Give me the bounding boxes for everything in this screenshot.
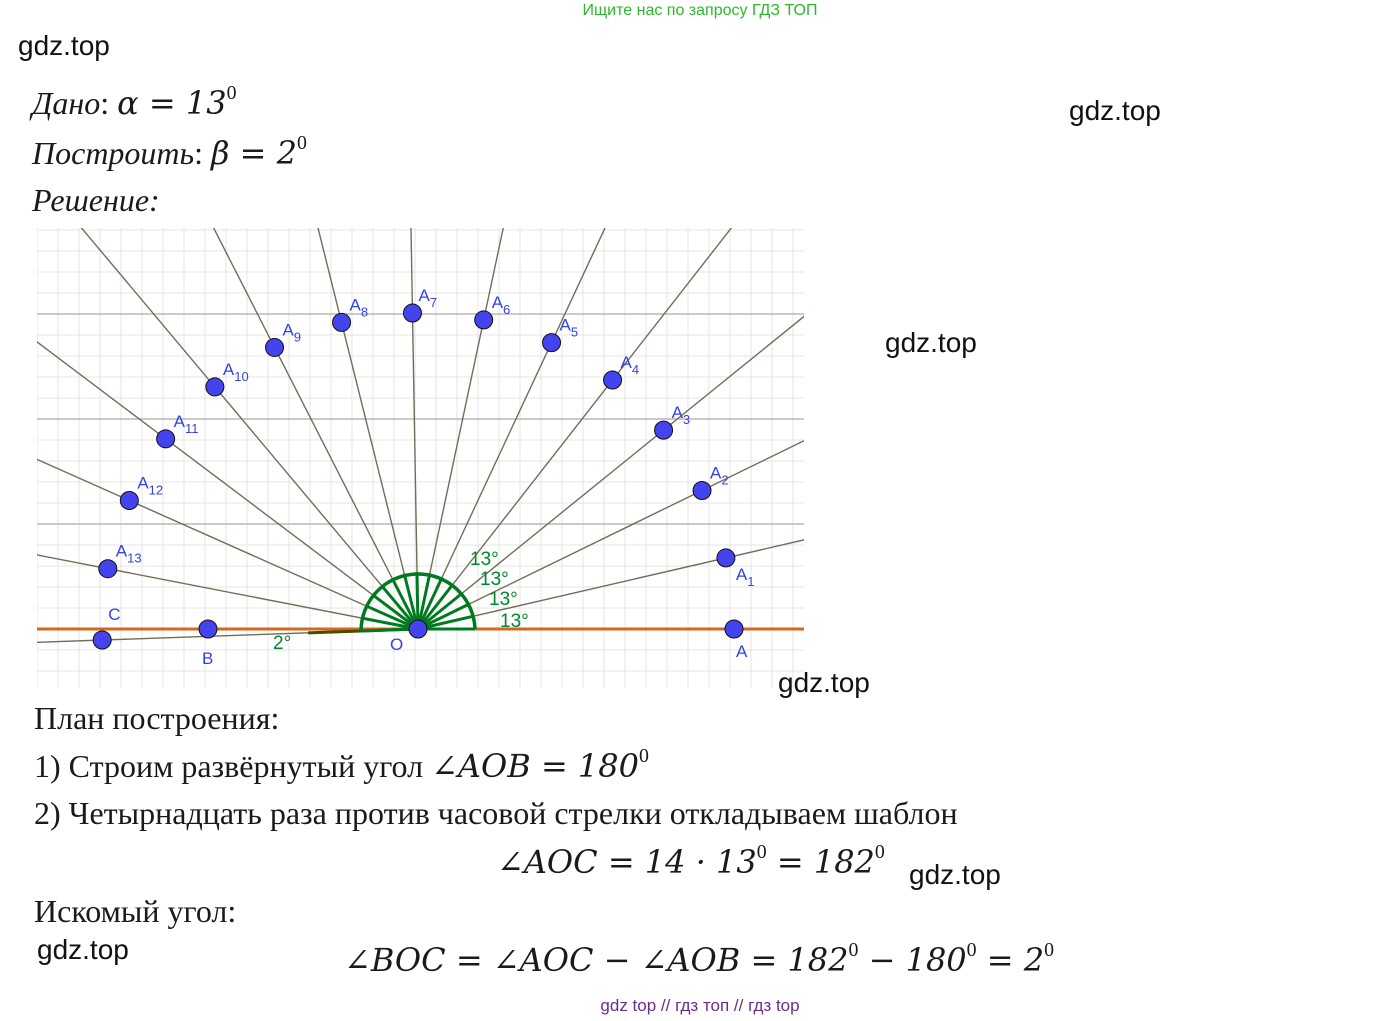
answer-label: Искомый угол: [34,893,237,929]
point-label: $A_4$ [620,352,640,377]
point-label: $A_{12}$ [137,473,164,498]
point-marker [199,620,217,638]
ray-line [37,228,418,629]
point-marker [93,631,111,649]
point-label: $A_3$ [671,403,691,428]
watermark: gdz.top [885,327,977,358]
point-label-index: 3 [682,412,691,428]
point-marker [403,304,421,322]
angle-label: 13° [470,549,499,570]
angle-label: 13° [489,589,518,610]
point-label-index: 5 [570,324,579,340]
angle-label: 13° [480,569,509,590]
formula-part: = 2 [976,941,1045,979]
point-marker [693,481,711,499]
point-marker [266,338,284,356]
point-marker [206,378,224,396]
point-label: B [202,649,214,668]
given-expr: α = 13 [117,84,227,122]
point-label: $A_{11}$ [173,411,199,436]
point-label-index: 10 [234,368,249,384]
point-label-index: 12 [148,482,164,498]
point-label: $A_8$ [349,295,369,320]
point-marker [157,430,175,448]
point-marker [99,560,117,578]
point-label: $A_9$ [282,320,302,345]
point-marker [409,620,427,638]
build-line: Построить: $\beta = 2^0$ [32,132,307,172]
given-label: Дано [32,85,101,121]
point-label: $A_6$ [491,292,511,317]
watermark: gdz.top [909,859,1001,890]
degree-exponent: 0 [756,841,767,864]
point-marker [543,334,561,352]
footer-links: gdz top // гдз топ // гдз top [600,996,800,1015]
step1-math: ∠AOB = 180 [431,747,639,785]
ray-line [200,228,418,629]
degree-exponent: 0 [639,745,649,768]
degree-exponent: 0 [297,132,307,155]
point-label-index: 11 [184,420,199,436]
point-marker [120,491,138,509]
solution-label [32,182,160,219]
point-label-index: 13 [127,550,142,566]
point-label: $A_5$ [559,315,579,340]
degree-exponent: 0 [226,82,237,105]
point-label: C [108,605,121,625]
degree-exponent: 0 [874,841,885,864]
watermark: gdz.top [778,667,870,698]
point-label: A [736,642,748,661]
ray-line [37,228,418,629]
watermark: gdz.top [1069,95,1161,126]
point-label-index: 4 [631,361,640,377]
degree-exponent: 0 [1044,939,1055,962]
top-banner: Ищите нас по запросу ГДЗ ТОП [582,2,818,19]
point-marker [475,311,493,329]
plan-title: План построения: [34,700,280,736]
point-marker [655,421,673,439]
given-line: Дано: $\alpha = 13^0$ [32,82,237,122]
ray-line [402,228,418,629]
plan-step-2-formula [497,843,885,881]
point-label: $A_{13}$ [115,541,142,566]
build-expr: β = 2 [210,134,297,172]
step1-text: 1) Строим развёрнутый угол [34,748,432,784]
point-marker [333,313,351,331]
point-label-index: 8 [360,304,369,320]
formula-part: = 182 [766,843,875,881]
plan-step-2: 2) Четырнадцать раза против часовой стрелки откладываем шаблон [34,795,958,831]
point-label-index: 9 [293,329,302,345]
formula-part: ∠AOC = 14 · 13 [497,843,757,881]
watermark: gdz.top [18,30,110,61]
angle-label-boc: 2° [273,633,292,654]
ray-line [418,427,804,629]
formula-part: − 180 [858,941,967,979]
point-label-index: 2 [721,472,729,488]
angle-label: 13° [500,611,529,632]
construction-diagram [37,228,804,688]
point-marker [725,620,743,638]
formula-part: ∠BOC = ∠AOC − ∠AOB = 182 [344,941,849,979]
point-label: O [390,635,404,654]
point-label: $A_2$ [710,463,729,488]
watermark: gdz.top [37,934,129,965]
point-label: $A_7$ [418,286,438,311]
plan-step-1 [34,747,649,785]
point-marker [717,549,735,567]
build-label: Построить [32,135,195,171]
point-label-index: 7 [429,295,438,311]
degree-exponent: 0 [848,939,859,962]
ray-line [37,228,418,629]
solution-text: Решение: [32,182,160,218]
answer-formula [344,941,1054,979]
point-label: $A_1$ [735,564,755,589]
point-marker [604,371,622,389]
point-label-index: 6 [503,301,511,317]
point-label: $A_{10}$ [222,359,249,384]
point-label-index: 1 [747,573,755,589]
degree-exponent: 0 [966,939,977,962]
